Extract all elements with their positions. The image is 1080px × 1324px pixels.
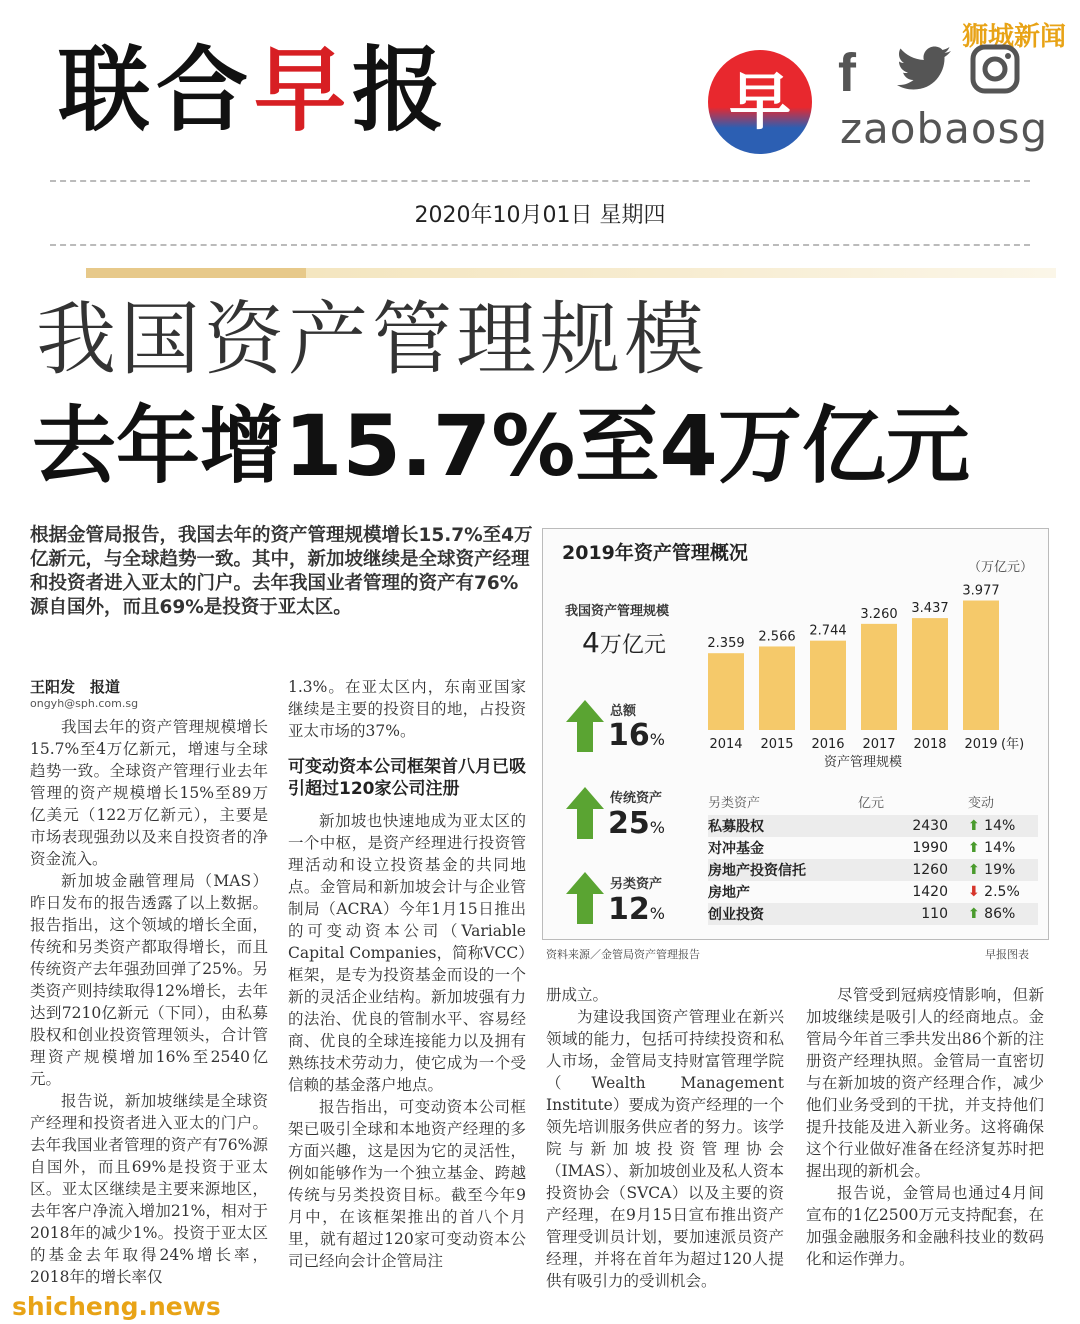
- headline-line1: 我国资产管理规模: [36, 293, 708, 386]
- table-row: [708, 815, 1038, 837]
- divider-date: [50, 244, 1030, 246]
- up-arrow-icon: ⬆: [968, 906, 980, 922]
- masthead-title-part2: 报: [352, 36, 451, 144]
- stat-traditional-number: 25: [608, 806, 650, 841]
- stat-traditional-label: 传统资产: [610, 791, 663, 806]
- asset-change: [968, 884, 1038, 900]
- table-row: [708, 903, 1038, 925]
- asset-change: [968, 906, 1038, 922]
- x-axis-label: 资产管理规模: [823, 755, 903, 770]
- x-tick-label: 2018: [913, 737, 947, 752]
- aum-bar-chart: [700, 570, 1045, 770]
- up-arrow-icon: ⬆: [968, 840, 980, 856]
- aum-unit: 万亿元: [599, 633, 666, 658]
- change-percent: 2.5%: [979, 884, 1020, 900]
- article-paragraph: 报告说，金管局也通过4月间宣布的1亿2500万元支持配套，在加强金融服务和金融科技业的数码化和运作弹力。: [806, 1184, 1044, 1268]
- table-body: [708, 815, 1038, 925]
- x-tick-label: 2017: [862, 737, 896, 752]
- watermark-top: 狮城新闻: [961, 22, 1066, 52]
- article-column-1: [30, 716, 268, 1298]
- article-paragraph: 新加坡也快速地成为亚太区的一个中枢，是资产经理进行投资管理活动和设立投资基金的共同地点。金管局和新加坡会计与企业管制局（ACRA）今年1月15日推出的可变动资本公司（Variable Capital Companies，简称VCC）框架，是专为投资基金而设的一个新的灵活企业结构。新加坡强有力的法治、优良的管制水平、容易经商、优良的全球连接能力以及拥有熟练技术劳动力，使它成为一个受信赖的基金落户地点。: [288, 812, 526, 1094]
- asset-name: 对冲基金: [708, 841, 764, 857]
- change-percent: 19%: [979, 862, 1016, 878]
- chart-title: 2019年资产管理概况: [562, 542, 748, 564]
- chart-source: 资料来源／金管局资产管理报告: [546, 948, 700, 961]
- change-percent: 86%: [979, 906, 1016, 922]
- issue-date: 2020年10月01日 星期四: [414, 203, 666, 228]
- facebook-icon[interactable]: f: [838, 43, 856, 103]
- up-arrow-icon: [566, 700, 604, 756]
- asset-change: [968, 840, 1038, 856]
- divider-top: [50, 180, 1030, 182]
- stat-alternative-value: [608, 892, 665, 927]
- aum-label: 我国资产管理规模: [565, 604, 670, 619]
- byline-author: 王阳发 报道: [30, 678, 121, 696]
- stat-alternative-number: 12: [608, 892, 650, 927]
- masthead-title: [58, 36, 451, 144]
- bar-value-label: 2.359: [707, 636, 745, 652]
- article-paragraph: 册成立。: [546, 986, 609, 1004]
- stat-traditional-pct: %: [649, 818, 665, 837]
- twitter-icon[interactable]: [896, 46, 952, 96]
- bar-value-label: 3.977: [962, 583, 1000, 599]
- asset-name: 房地产: [708, 885, 750, 901]
- article-column-2: [288, 676, 526, 1298]
- asset-change: [968, 862, 1038, 878]
- table-header: 另类资产: [708, 795, 761, 811]
- article-column-4: [806, 984, 1044, 1298]
- chart-credit: 早报图表: [985, 948, 1029, 961]
- up-arrow-icon: [566, 872, 604, 928]
- headline-line2: 去年增15.7%至4万亿元: [32, 397, 970, 495]
- article-paragraph: 为建设我国资产管理业在新兴领域的能力，包括可持续投资和私人市场，金管局支持财富管理学院（Wealth Management Institute）要成为资产经理的一个领先培训服务供应者的努力。该学院与新加坡投资管理协会（IMAS）、新加坡创业及私人资本投资协会（SVCA）以及主要的资产经理，在9月15日宣布推出资产管理受训员计划，要加速派员资产经理，并将在首年为超过120人提供有吸引力的受训机会。: [546, 1008, 784, 1290]
- up-arrow-icon: ⬆: [968, 818, 980, 834]
- asset-amount: 1990: [912, 840, 948, 856]
- aum-number: 4: [582, 626, 600, 659]
- article-paragraph: 报告指出，可变动资本公司框架已吸引全球和本地资产经理的多方面兴趣，这是因为它的灵活性，例如能够作为一个独立基金、跨越传统与另类投资目标。截至今年9月中，在该框架推出的首八个月里，就有超过120家可变动资本公司已经向会计企管局注: [288, 1098, 526, 1270]
- stat-total-value: [608, 718, 665, 753]
- up-arrow-icon: [566, 787, 604, 843]
- down-arrow-icon: ⬇: [968, 884, 980, 900]
- asset-name: 私募股权: [708, 819, 764, 835]
- masthead-title-red: 早: [254, 36, 353, 144]
- social-handle: zaobaosg: [840, 104, 1049, 153]
- article-paragraph: 我国去年的资产管理规模增长15.7%至4万亿新元，增速与全球趋势一致。全球资产管理行业去年管理的资产规模增长15%至89万亿美元（122万亿新元），主要是市场表现强劲以及来自投资者的净资金流入。: [30, 718, 268, 868]
- chart-bar: [759, 646, 795, 730]
- instagram-icon[interactable]: [970, 44, 1020, 98]
- chart-bar: [708, 653, 744, 730]
- stat-total-pct: %: [649, 730, 665, 749]
- change-percent: 14%: [979, 840, 1016, 856]
- alt-assets-table: [708, 787, 1038, 925]
- bar-value-label: 2.566: [758, 629, 796, 645]
- article-paragraph: 报告说，新加坡继续是全球资产经理和投资者进入亚太的门户。去年我国业者管理的资产有76%源自国外，而且69%是投资于亚太区。亚太区继续是主要来源地区，去年客户净流入增加21%，相对于2018年的减少1%。投资于亚太区的基金去年取得24%增长率，2018年的增长率仅: [30, 1092, 268, 1286]
- bar-value-label: 2.744: [809, 623, 847, 639]
- decorative-stripe-accent: [86, 268, 306, 278]
- stat-alternative-pct: %: [649, 904, 665, 923]
- chart-bar: [810, 641, 846, 730]
- asset-name: 房地产投资信托: [708, 863, 806, 879]
- up-arrow-icon: ⬆: [968, 862, 980, 878]
- bar-value-label: 3.437: [911, 601, 949, 617]
- masthead-title-part1: 联合: [58, 36, 255, 144]
- stat-total-number: 16: [608, 718, 650, 753]
- table-header-row: [708, 787, 1038, 815]
- asset-amount: 2430: [912, 818, 948, 834]
- x-tick-label: 2015: [760, 737, 794, 752]
- watermark-bottom: shicheng.news: [12, 1292, 221, 1321]
- bar-value-label: 3.260: [860, 606, 898, 622]
- lede-paragraph: 根据金管局报告，我国去年的资产管理规模增长15.7%至4万亿新元，与全球趋势一致。其中，新加坡继续是全球资产经理和投资者进入亚太的门户。去年我国业者管理的资产有76%源自国外，而且69%是投资于亚太区。: [30, 525, 533, 618]
- table-row: [708, 881, 1038, 903]
- chart-bar: [912, 618, 948, 730]
- stat-alternative-label: 另类资产: [610, 877, 663, 892]
- aum-value: [582, 626, 666, 659]
- chart-bar: [963, 601, 999, 730]
- change-percent: 14%: [979, 818, 1016, 834]
- x-tick-label: 2019: [964, 737, 998, 752]
- article-paragraph: 新加坡金融管理局（MAS）昨日发布的报告透露了以上数据。报告指出，这个领域的增长全面，传统和另类资产都取得增长，而且传统资产去年强劲回弹了25%。另类资产则持续取得12%增长，去年达到7210亿新元（下同），由私募股权和创业投资管理领头，合计管理资产规模增加16%至2540亿元。: [30, 872, 268, 1088]
- table-header: 变动: [968, 795, 995, 811]
- asset-change: [968, 818, 1038, 834]
- chart-bar: [861, 624, 897, 730]
- x-tick-label: 2014: [709, 737, 743, 752]
- table-row: [708, 859, 1038, 881]
- x-axis-unit: (年): [1001, 737, 1025, 752]
- asset-amount: 110: [921, 906, 948, 922]
- article-subhead: 可变动资本公司框架首八月已吸引超过120家公司注册: [288, 757, 526, 799]
- table-header: 亿元: [858, 795, 885, 811]
- asset-amount: 1260: [912, 862, 948, 878]
- stat-total-label: 总额: [610, 704, 637, 719]
- article-column-3: [546, 984, 784, 1298]
- byline-email[interactable]: ongyh@sph.com.sg: [30, 697, 139, 710]
- asset-name: 创业投资: [708, 907, 764, 923]
- x-tick-label: 2016: [811, 737, 845, 752]
- asset-amount: 1420: [912, 884, 948, 900]
- table-row: [708, 837, 1038, 859]
- article-paragraph: 1.3%。在亚太区内，东南亚国家继续是主要的投资目的地，占投资亚太市场的37%。: [288, 678, 526, 740]
- chart-unit: （万亿元）: [968, 560, 1034, 575]
- stat-traditional-value: [608, 806, 665, 841]
- zaobao-logo: 早: [708, 50, 812, 154]
- article-paragraph: 尽管受到冠病疫情影响，但新加坡继续是吸引人的经商地点。金管局今年首三季共发出86个新的注册资产经理执照。金管局一直密切与在新加坡的资产经理合作，减少他们业务受到的干扰，并支持他们提升技能及进入新业务。这将确保这个行业做好准备在经济复苏时把握出现的新机会。: [806, 986, 1044, 1180]
